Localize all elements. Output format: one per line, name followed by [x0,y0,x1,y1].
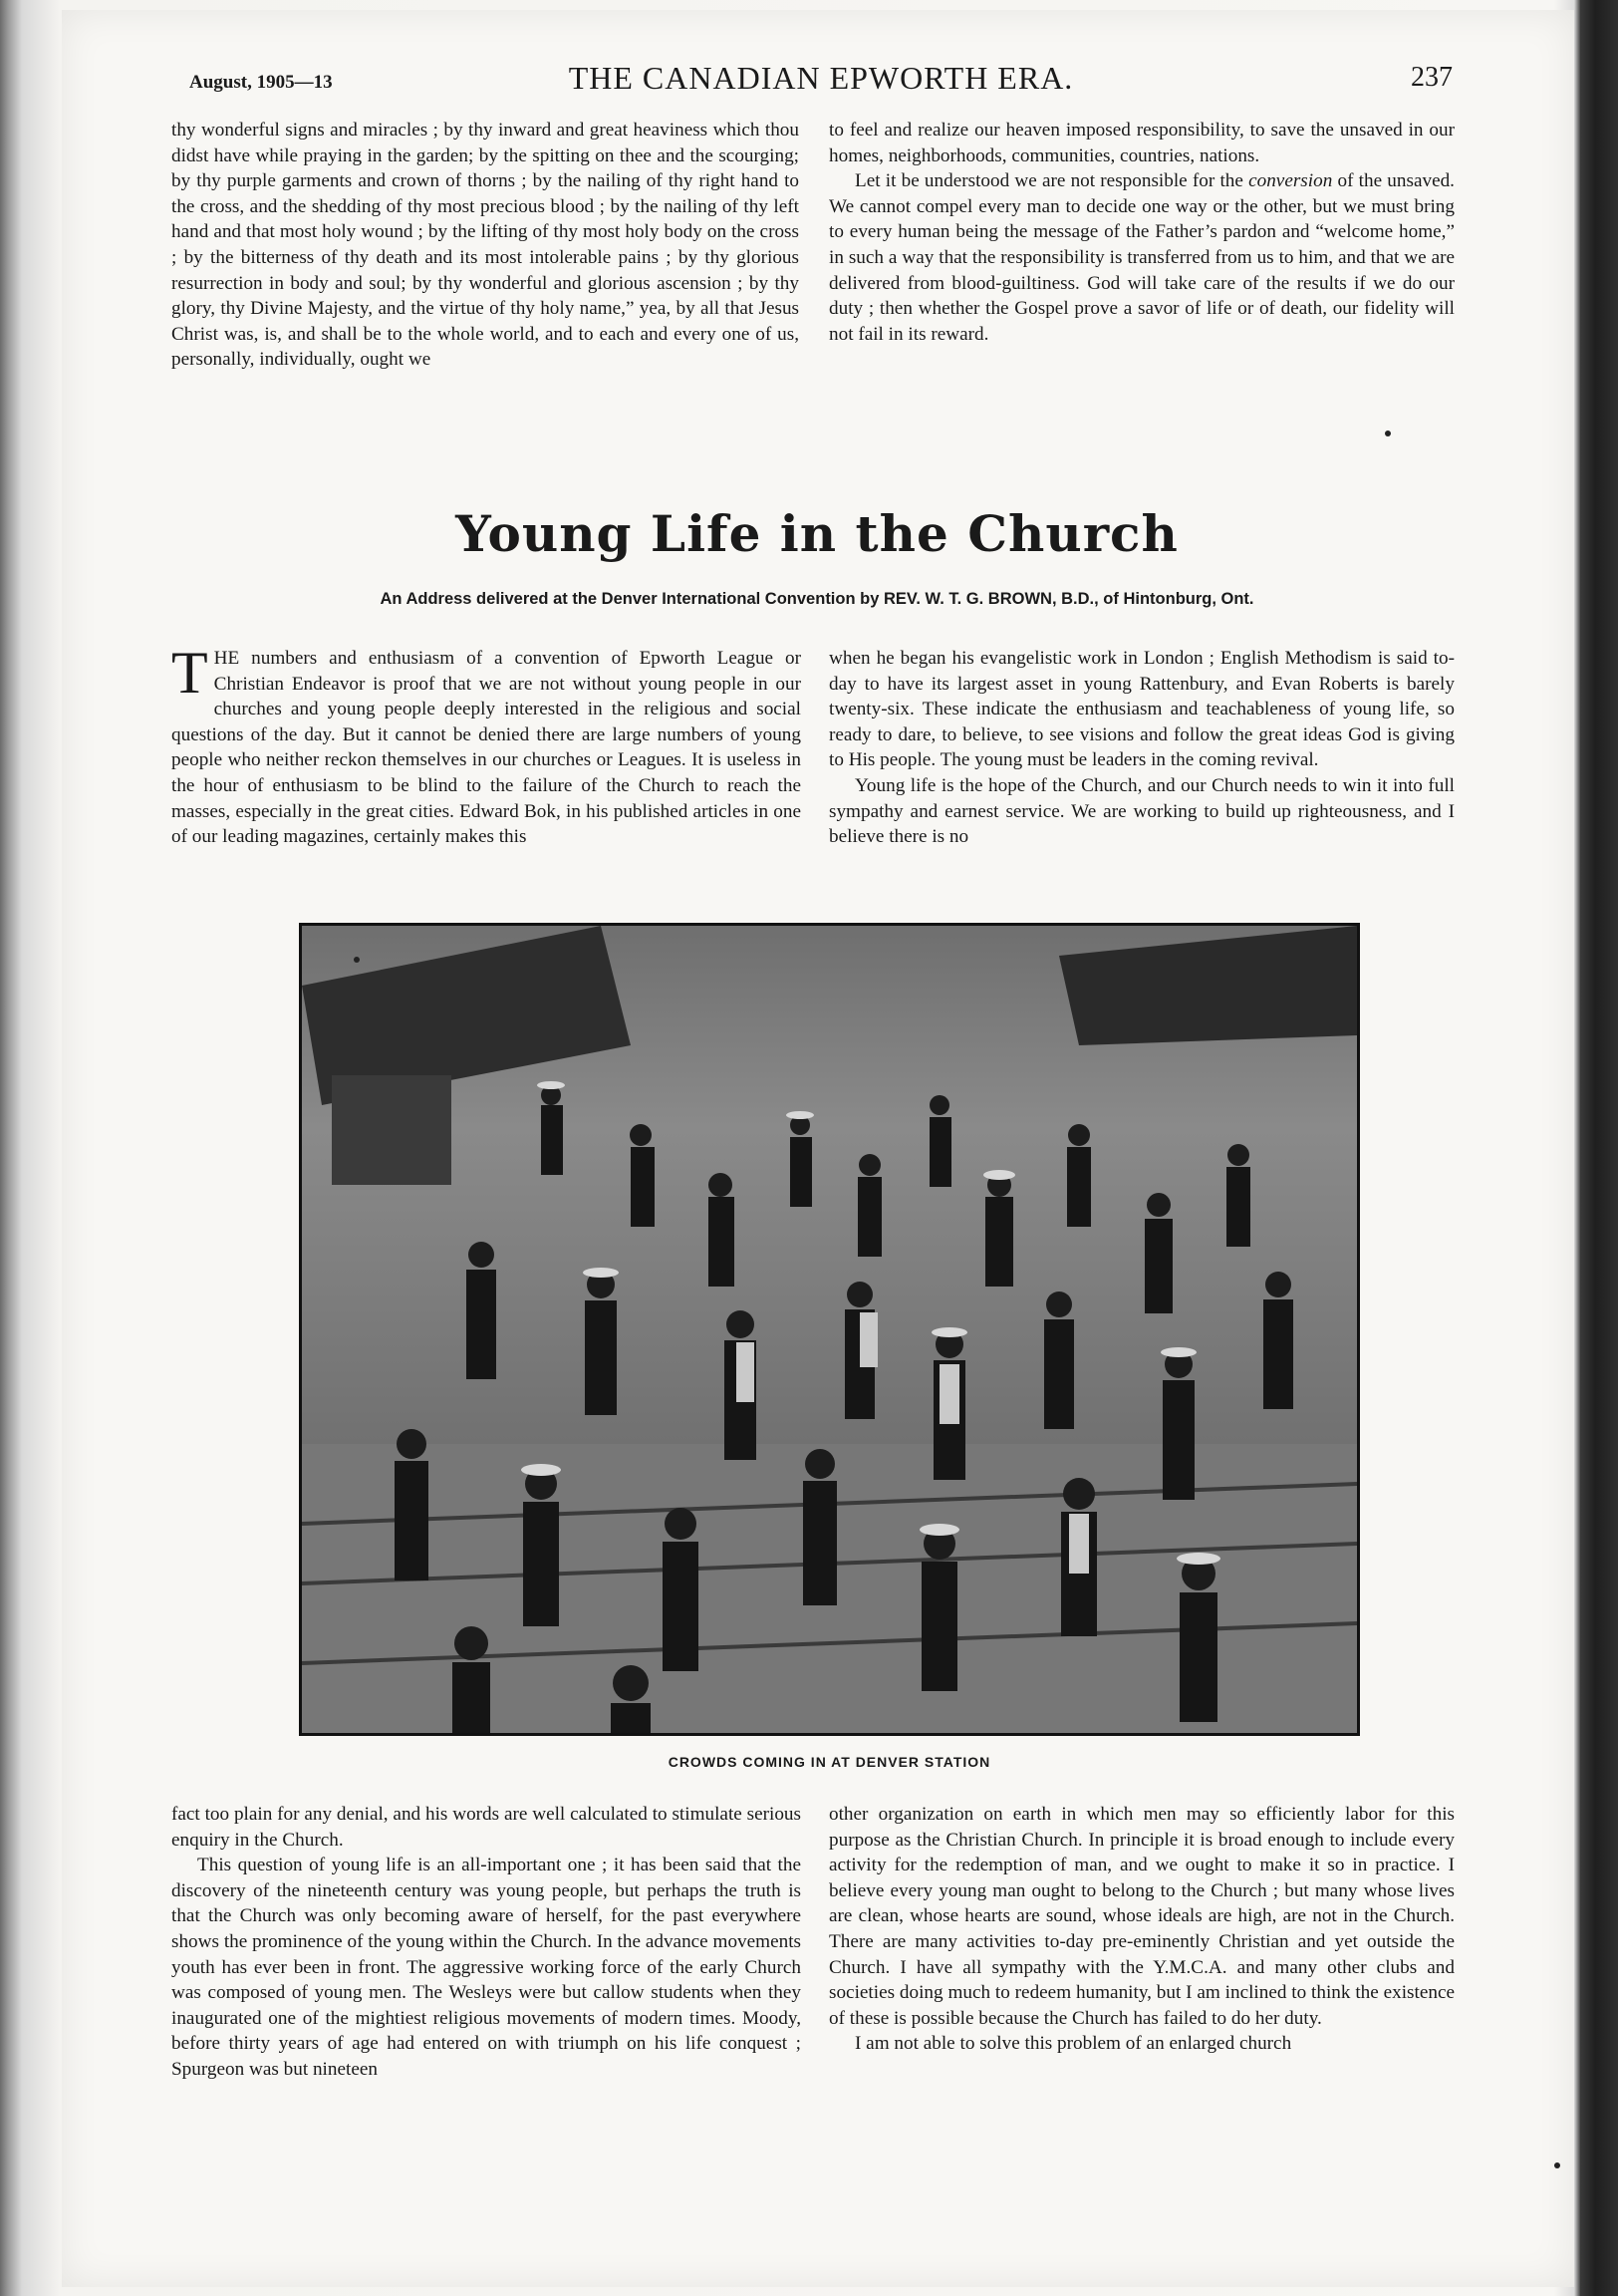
page-number: 237 [1411,62,1453,93]
paragraph: Young life is the hope of the Church, and our Church needs to win it into full sympathy and earnest service. We are working to build up righteousness, and I believe there is no [829,774,1455,848]
issue-date: August, 1905—13 [189,72,333,93]
binding-edge [1580,0,1618,2296]
paragraph: Let it be understood we are not responsible for the conversion of the unsaved. We cannot compel every man to decide one way or the other, but we must bring to every human being the message of the Father’s pardon and “welcome home,” in such a way that the responsibility is transferred from us to him, and that we are delivered from blood-guiltiness. God will take care of the results if we do our duty ; then whether the Gospel prove a savor of life or of death, our fidelity will not fail in its reward. [829,170,1455,345]
article-byline: An Address delivered at the Denver International Convention by REV. W. T. G. BROWN, B.D., of Hintonburg, Ont. [380,590,1254,608]
paragraph: This question of young life is an all-important one ; it has been said that the discovery of the nineteenth century was young people, but perhaps the truth is that the Church was only becoming aware of herself, for the past everywhere shows the prominence of the young within the Church. In the advance movements youth has ever been in front. The aggressive working force of the early Church was composed of young men. The Wesleys were but callow students when they inaugurated one of the mightiest religious movements of modern times. Moody, before thirty years of age had entered on with triumph on his life conquest ; Spurgeon was but nineteen [171,1855,801,2080]
drop-cap: T [171,640,208,706]
article-column-4 [829,1802,1455,2057]
photo-illustration [302,926,1357,1733]
article-column-2 [829,646,1455,850]
paragraph: thy wonderful signs and miracles ; by thy inward and great heaviness which thou didst have while praying in the garden; by the spitting on thee and the scourging; by thy purple garments and crown of thorns ; by the nailing of thy right hand to the cross, and the shedding of thy most precious blood ; by the nailing of thy left hand and that most holy wound ; by the lifting of thy most holy body on the cross ; by the bitterness of thy death and its most intolerable pains ; by thy glorious resurrection in body and soul; by thy wonderful and glorious ascension ; by thy glory, thy Divine Majesty, and the virtue of thy holy name,” yea, by all that Jesus Christ was, is, and shall be to the whole world, and to each and every one of us, personally, individually, ought we [171,120,799,371]
top-right-column [829,118,1455,347]
paragraph: I am not able to solve this problem of an enlarged church [855,2033,1292,2055]
article-column-1 [171,640,801,850]
paragraph: when he began his evangelistic work in London ; English Methodism is said to-day to have its largest asset in young Rattenbury, and Evan Roberts is barely twenty-six. These indicate the enthusiasm and teachableness of young life, so ready to dare, to believe, to see visions and follow the great ideas God is giving to His people. The young must be leaders in the coming revival. [829,648,1455,771]
paragraph: to feel and realize our heaven imposed responsibility, to save the unsaved in our homes, neighborhoods, communities, countries, nations. [829,120,1455,166]
paragraph: fact too plain for any denial, and his words are well calculated to stimulate serious enquiry in the Church. [171,1804,801,1851]
top-left-column [171,118,799,373]
station-crowd-photo [299,923,1360,1736]
paragraph: other organization on earth in which men may so efficiently labor for this purpose as the Christian Church. In principle it is broad enough to include every activity for the redemption of man, and we ought to make it so in practice. I believe every young man ought to belong to the Church ; but many whose lives are clean, whose hearts are sound, whose ideals are high, are not in the Church. There are many activities to-day pre-eminently Christian and yet outside the Church. I have all sympathy with the Y.M.C.A. and many other clubs and societies doing much to redeem humanity, but I am inclined to think the existence of these is possible because the Church has failed to do her duty. [829,1804,1455,2029]
photo-caption: CROWDS COMING IN AT DENVER STATION [668,1754,991,1770]
ink-speck [1554,2162,1560,2168]
paragraph: THE numbers and enthusiasm of a convention of Epworth League or Christian Endeavor is proof that we are not without young people in our churches and young people deeply interested in the religious and social questions of the day. But it cannot be denied there are large numbers of young people who neither reckon themselves in our churches or Leagues. It is useless in the hour of enthusiasm to be blind to the failure of the Church to reach the masses, especially in the great cities. Edward Bok, in his published articles in one of our leading magazines, certainly makes this [171,640,801,848]
masthead: THE CANADIAN EPWORTH ERA. [568,60,1074,96]
article-title: Young Life in the Church [455,504,1179,563]
article-column-3 [171,1802,801,2083]
running-header [189,60,1453,100]
ink-speck [1385,430,1391,436]
ink-speck [354,957,360,963]
